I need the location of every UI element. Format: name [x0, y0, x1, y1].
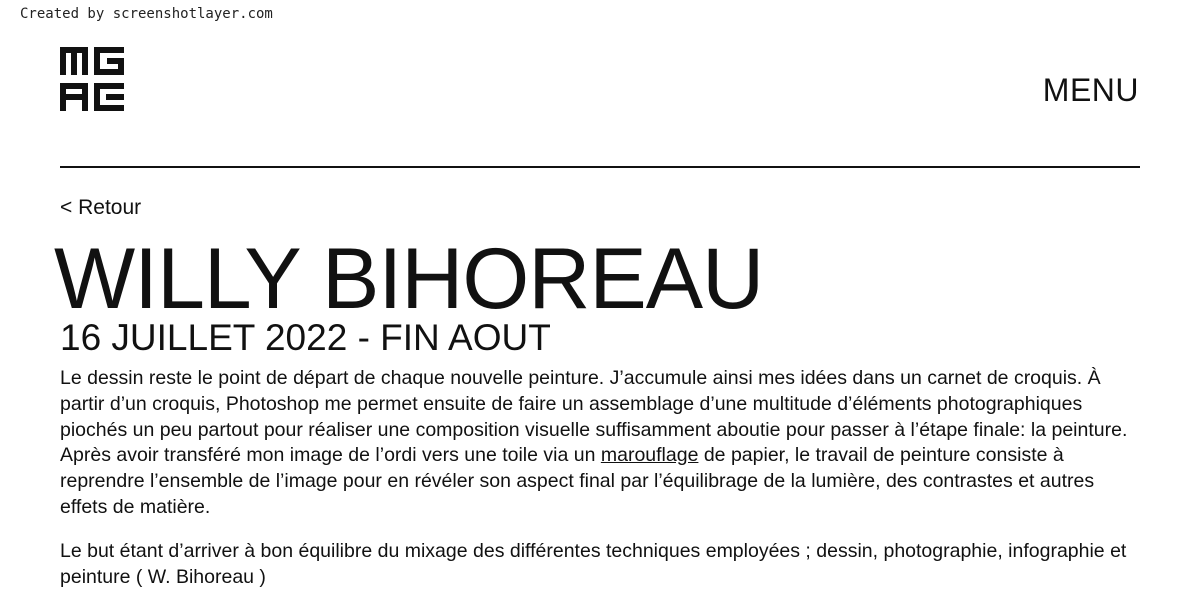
exhibition-dates: 16 JUILLET 2022 - FIN AOUT — [60, 317, 551, 358]
back-link[interactable]: < Retour — [60, 196, 142, 219]
mgac-logo-icon — [60, 47, 124, 111]
description-paragraph-1 — [60, 366, 1145, 521]
marouflage-link[interactable]: marouflage — [600, 444, 699, 467]
description-paragraph-2: Le but étant d’arriver à bon équilibre du mixage des différentes techniques employées ; dessin, photographie, infographie et peinture ( W. Bihoreau ) — [60, 539, 1127, 588]
site-logo[interactable] — [60, 47, 124, 111]
menu-button[interactable]: MENU — [1042, 72, 1139, 108]
exhibition-description — [60, 366, 1145, 608]
paragraph-1-text-before: Le dessin reste le point de départ de chaque nouvelle peinture. J’accumule ainsi mes idées dans un carnet de croquis. À partir d’un croquis, Photoshop me permet ensuite de faire un assemblage d’une multitude d’éléments photographiques piochés un peu partout pour réaliser une composition visuelle suffisamment aboutie pour passer à l’étape finale: la peinture. Après avoir transféré mon image de l’ordi vers une toile via un — [60, 367, 1128, 467]
page-title: WILLY BIHOREAU — [54, 231, 764, 327]
header-divider — [60, 166, 1140, 168]
watermark-text: Created by screenshotlayer.com — [20, 6, 273, 22]
paragraph-1-text-after: de papier, le travail de peinture consiste à reprendre l’ensemble de l’image pour en révéler son aspect final par l’équilibrage de la lumière, des contrastes et autres effets de matière. — [60, 444, 1095, 518]
